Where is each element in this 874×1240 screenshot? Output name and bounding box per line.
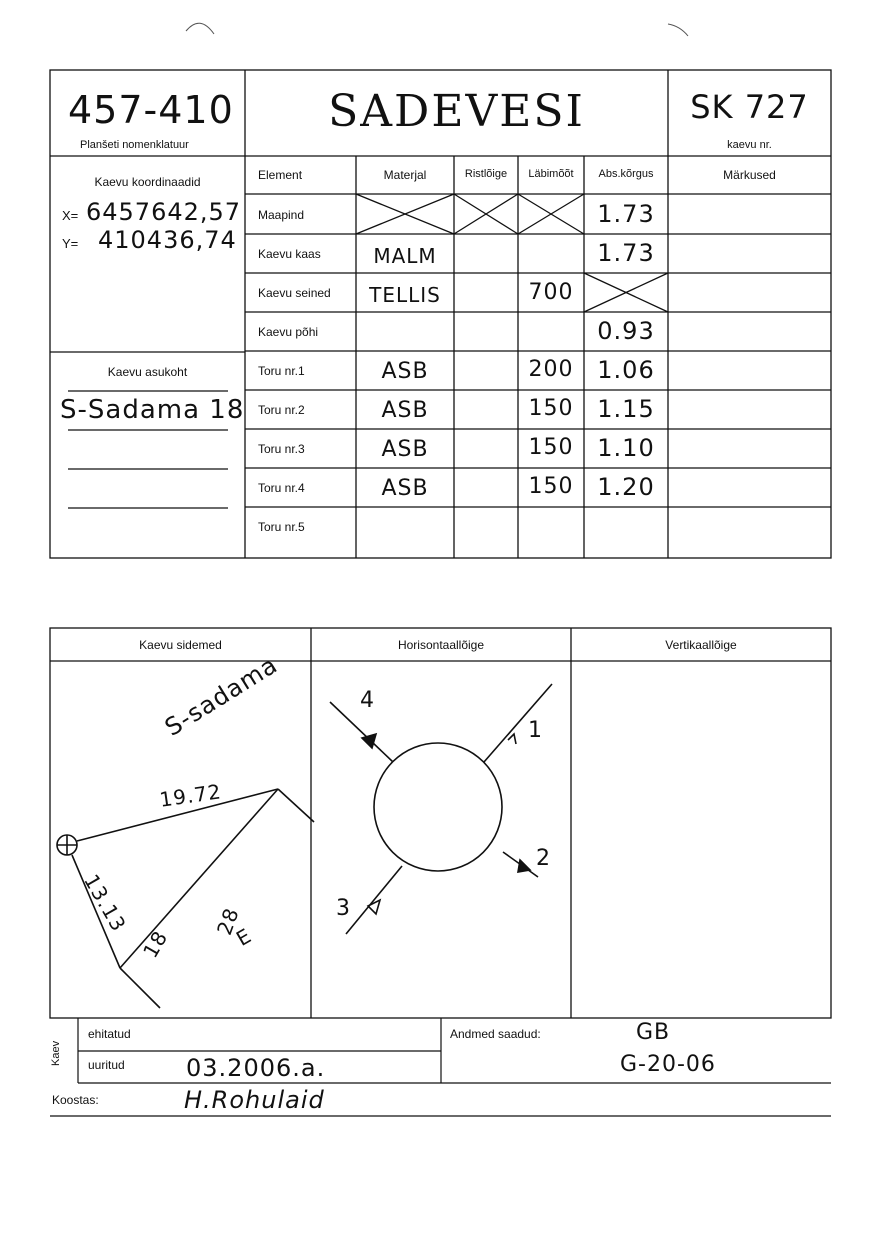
material-value: ASB bbox=[381, 437, 429, 462]
diameter-value: 150 bbox=[528, 474, 574, 499]
data-received-label: Andmed saadud: bbox=[450, 1027, 541, 1041]
header-element: Element bbox=[258, 168, 303, 182]
location-value: S-Sadama 18 bbox=[60, 395, 245, 425]
elevation-value: 0.93 bbox=[597, 317, 655, 345]
data-received-value: GB bbox=[636, 1020, 671, 1045]
diameter-value: 200 bbox=[528, 357, 574, 382]
row-element-label: Toru nr.5 bbox=[258, 520, 305, 534]
material-value: TELLIS bbox=[369, 283, 441, 307]
header-horizontal-section: Horisontaallõige bbox=[397, 638, 485, 652]
diameter-value: 150 bbox=[528, 435, 574, 460]
pipe-number-label: 4 bbox=[360, 688, 375, 713]
header-ties: Kaevu sidemed bbox=[139, 638, 222, 652]
row-element-label: Toru nr.4 bbox=[258, 481, 305, 495]
compiled-by-value: H.Rohulaid bbox=[184, 1086, 325, 1114]
header-cross-section: Ristlõige bbox=[464, 168, 508, 180]
house-number-label: 28 bbox=[212, 904, 244, 939]
section-sketch bbox=[330, 684, 552, 934]
page-title: SADEVESI bbox=[328, 86, 585, 137]
coordinates-label: Kaevu koordinaadid bbox=[94, 175, 201, 189]
well-number-label: kaevu nr. bbox=[727, 139, 772, 151]
surveyed-value: 03.2006.a. bbox=[186, 1054, 326, 1082]
elevation-value: 1.06 bbox=[597, 356, 655, 384]
street-name-label: S-sadama bbox=[160, 650, 283, 742]
well-number-value: SK 727 bbox=[690, 88, 809, 126]
row-element-label: Toru nr.1 bbox=[258, 364, 305, 378]
bottom-table-grid bbox=[50, 628, 831, 1018]
house-number-label: 18 bbox=[138, 926, 173, 962]
row-element-label: Kaevu seined bbox=[258, 286, 331, 300]
pipe-number-label: 3 bbox=[336, 896, 351, 921]
material-value: ASB bbox=[381, 398, 429, 423]
location-label: Kaevu asukoht bbox=[107, 365, 188, 379]
map-sheet-label: Planšeti nomenklatuur bbox=[80, 139, 189, 151]
header-diameter: Läbimõõt bbox=[528, 168, 574, 180]
distance-label: 13.13 bbox=[79, 870, 132, 936]
elevation-value: 1.10 bbox=[597, 434, 655, 462]
pipe-number-label: 2 bbox=[536, 846, 551, 871]
elevation-value: 1.73 bbox=[597, 200, 655, 228]
row-element-label: Toru nr.3 bbox=[258, 442, 305, 456]
material-value: ASB bbox=[381, 359, 429, 384]
x-coordinate-value: 6457642,57 bbox=[86, 198, 242, 226]
side-label: Kaev bbox=[50, 1040, 62, 1066]
row-element-label: Toru nr.2 bbox=[258, 403, 305, 417]
elevation-value: 1.15 bbox=[597, 395, 655, 423]
map-sheet-value: 457-410 bbox=[68, 88, 234, 132]
elevation-value: 1.20 bbox=[597, 473, 655, 501]
surveyed-label: uuritud bbox=[88, 1058, 125, 1072]
row-element-label: Kaevu põhi bbox=[258, 325, 319, 339]
x-label: X= bbox=[62, 208, 79, 223]
material-value: MALM bbox=[373, 244, 437, 268]
data-received-value: G-20-06 bbox=[620, 1052, 716, 1077]
row-element-label: Kaevu kaas bbox=[258, 247, 321, 261]
header-vertical-section: Vertikaallõige bbox=[665, 638, 737, 652]
pipe-number-label: 1 bbox=[528, 718, 543, 743]
compiled-by-label: Koostas: bbox=[52, 1093, 99, 1107]
y-label: Y= bbox=[62, 236, 79, 251]
header-notes: Märkused bbox=[723, 168, 776, 182]
distance-label: 19.72 bbox=[158, 779, 223, 812]
y-coordinate-value: 410436,74 bbox=[98, 226, 237, 254]
header-material: Materjal bbox=[383, 168, 427, 182]
diameter-value: 700 bbox=[528, 280, 574, 305]
row-element-label: Maapind bbox=[258, 208, 305, 222]
building-letter-label: E bbox=[232, 923, 256, 951]
diameter-value: 150 bbox=[528, 396, 574, 421]
elevation-value: 1.73 bbox=[597, 239, 655, 267]
material-value: ASB bbox=[381, 476, 429, 501]
header-elevation: Abs.kõrgus bbox=[598, 168, 654, 180]
built-label: ehitatud bbox=[88, 1027, 131, 1041]
